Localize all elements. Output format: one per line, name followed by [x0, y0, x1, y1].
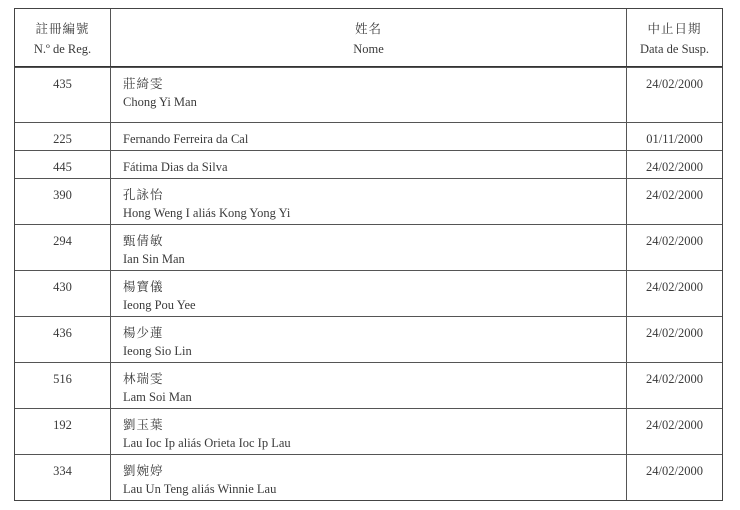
romanized-name: Fernando Ferreira da Cal	[123, 132, 249, 146]
romanized-name: Chong Yi Man	[123, 95, 197, 109]
reg-number: 435	[15, 68, 111, 122]
romanized-name: Lau Ioc Ip aliás Orieta Ioc Ip Lau	[123, 436, 291, 450]
name-cell	[111, 179, 627, 224]
reg-number: 445	[15, 151, 111, 178]
suspension-table	[14, 8, 723, 501]
chinese-name: 莊綺雯	[123, 77, 164, 91]
table-row	[15, 224, 722, 270]
chinese-name: 楊寶儀	[123, 280, 164, 294]
reg-number: 334	[15, 455, 111, 500]
suspension-date: 24/02/2000	[646, 372, 703, 386]
header-date-zh: 中止日期	[647, 22, 702, 36]
romanized-name: Ieong Pou Yee	[123, 298, 196, 312]
name-cell	[111, 317, 627, 362]
chinese-name: 劉婉婷	[123, 464, 164, 478]
suspension-date: 24/02/2000	[646, 280, 703, 294]
table-row	[15, 67, 722, 122]
reg-number: 225	[15, 123, 111, 150]
table-row	[15, 122, 722, 150]
suspension-date: 24/02/2000	[646, 418, 703, 432]
table-row	[15, 270, 722, 316]
suspension-date: 24/02/2000	[646, 464, 703, 478]
suspension-date: 24/02/2000	[646, 234, 703, 248]
header-date-cell	[627, 9, 722, 66]
name-cell	[111, 409, 627, 454]
header-name-zh: 姓名	[354, 22, 382, 36]
name-cell	[111, 123, 627, 150]
suspension-date: 01/11/2000	[646, 132, 703, 146]
name-cell	[111, 271, 627, 316]
header-date-pt: Data de Susp.	[639, 42, 710, 56]
chinese-name: 林瑞雯	[123, 372, 164, 386]
table-row	[15, 178, 722, 224]
romanized-name: Lau Un Teng aliás Winnie Lau	[123, 482, 277, 496]
header-reg-zh: 註冊編號	[35, 22, 90, 36]
table-row	[15, 454, 722, 500]
header-reg-cell	[15, 9, 111, 66]
chinese-name: 孔詠怡	[123, 188, 164, 202]
table-row	[15, 362, 722, 408]
header-name-pt: Nome	[353, 42, 384, 56]
romanized-name: Fátima Dias da Silva	[123, 160, 228, 174]
suspension-date: 24/02/2000	[646, 326, 703, 340]
reg-number: 294	[15, 225, 111, 270]
chinese-name: 劉玉葉	[123, 418, 164, 432]
name-cell	[111, 151, 627, 178]
name-cell	[111, 455, 627, 500]
reg-number: 430	[15, 271, 111, 316]
suspension-date: 24/02/2000	[646, 160, 703, 174]
reg-number: 436	[15, 317, 111, 362]
name-cell	[111, 68, 627, 122]
table-row	[15, 408, 722, 454]
chinese-name: 楊少蓮	[123, 326, 164, 340]
reg-number: 516	[15, 363, 111, 408]
name-cell	[111, 225, 627, 270]
reg-number: 192	[15, 409, 111, 454]
romanized-name: Ieong Sio Lin	[123, 344, 192, 358]
romanized-name: Ian Sin Man	[123, 252, 185, 266]
suspension-date: 24/02/2000	[646, 188, 703, 202]
header-reg-pt: N.º de Reg.	[33, 42, 92, 56]
table-row	[15, 316, 722, 362]
romanized-name: Hong Weng I aliás Kong Yong Yi	[123, 206, 291, 220]
header-name-cell	[111, 9, 627, 66]
reg-number: 390	[15, 179, 111, 224]
table-header	[15, 9, 722, 67]
table-row	[15, 150, 722, 178]
chinese-name: 甄倩敏	[123, 234, 164, 248]
suspension-date: 24/02/2000	[646, 77, 703, 91]
name-cell	[111, 363, 627, 408]
romanized-name: Lam Soi Man	[123, 390, 192, 404]
